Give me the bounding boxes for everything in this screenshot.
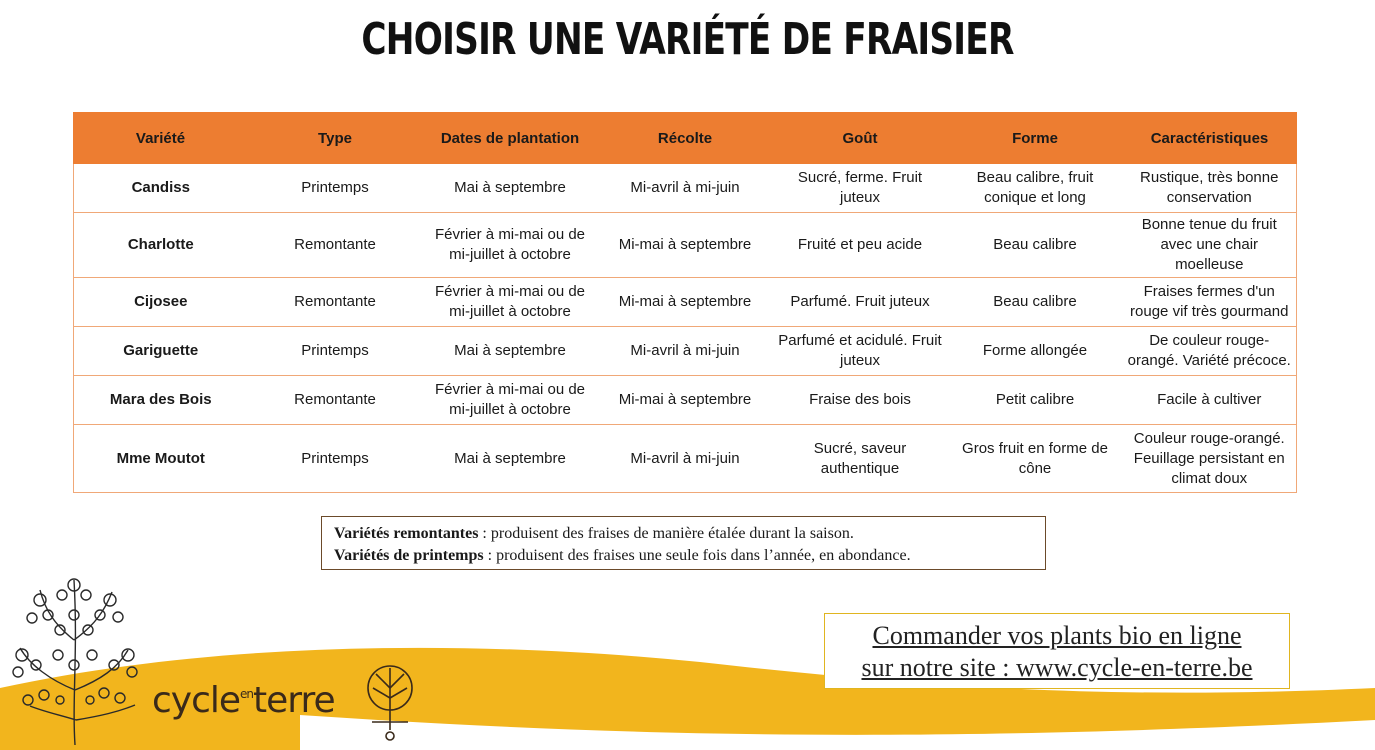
cell-dates: Mai à septembre — [423, 425, 598, 493]
cell-gout: Parfumé et acidulé. Fruit juteux — [773, 327, 948, 376]
cell-caracteristiques: De couleur rouge-orangé. Variété précoce. — [1123, 327, 1297, 376]
cell-forme: Gros fruit en forme de cône — [948, 425, 1123, 493]
legend-text-remontantes: : produisent des fraises de manière étalée durant la saison. — [478, 525, 854, 542]
order-online-box[interactable] — [824, 613, 1290, 689]
cell-forme: Forme allongée — [948, 327, 1123, 376]
cell-type: Remontante — [248, 278, 423, 327]
header-forme: Forme — [948, 113, 1123, 164]
logo-text-cycle: cycle — [152, 680, 241, 721]
cell-caracteristiques: Couleur rouge-orangé. Feuillage persistant en climat doux — [1123, 425, 1297, 493]
cell-forme: Beau calibre — [948, 213, 1123, 278]
cell-caracteristiques: Bonne tenue du fruit avec une chair moelleuse — [1123, 213, 1297, 278]
cell-type: Printemps — [248, 164, 423, 213]
cell-variete: Mara des Bois — [74, 376, 248, 425]
cell-variete: Mme Moutot — [74, 425, 248, 493]
cell-recolte: Mi-avril à mi-juin — [598, 425, 773, 493]
legend-term-remontantes: Variétés remontantes — [334, 525, 479, 542]
cell-caracteristiques: Facile à cultiver — [1123, 376, 1297, 425]
cell-variete: Gariguette — [74, 327, 248, 376]
header-type: Type — [248, 113, 423, 164]
order-link-line1[interactable]: Commander vos plants bio en ligne — [872, 621, 1242, 650]
cell-type: Printemps — [248, 425, 423, 493]
header-variete: Variété — [74, 113, 248, 164]
cell-variete: Cijosee — [74, 278, 248, 327]
page-title: CHOISIR UNE VARIÉTÉ DE FRAISIER — [361, 14, 1014, 65]
cell-dates: Février à mi-mai ou de mi-juillet à octobre — [423, 376, 598, 425]
cycle-en-terre-logo — [152, 680, 335, 721]
cell-variete: Charlotte — [74, 213, 248, 278]
cell-dates: Mai à septembre — [423, 164, 598, 213]
cell-recolte: Mi-avril à mi-juin — [598, 327, 773, 376]
cell-dates: Mai à septembre — [423, 327, 598, 376]
order-link-line2[interactable]: sur notre site : www.cycle-en-terre.be — [861, 653, 1253, 682]
cell-forme: Beau calibre — [948, 278, 1123, 327]
cell-gout: Sucré, saveur authentique — [773, 425, 948, 493]
cell-dates: Février à mi-mai ou de mi-juillet à octobre — [423, 213, 598, 278]
header-dates-plantation: Dates de plantation — [423, 113, 598, 164]
logo-text-terre: terre — [253, 680, 335, 721]
cell-variete: Candiss — [74, 164, 248, 213]
logo-text-en: en — [240, 687, 254, 701]
cell-caracteristiques: Rustique, très bonne conservation — [1123, 164, 1297, 213]
cell-gout: Fruité et peu acide — [773, 213, 948, 278]
legend-text-printemps: : produisent des fraises une seule fois dans l’année, en abondance. — [483, 547, 911, 564]
legend-term-printemps: Variétés de printemps — [334, 547, 484, 564]
header-recolte: Récolte — [598, 113, 773, 164]
cell-gout: Sucré, ferme. Fruit juteux — [773, 164, 948, 213]
header-gout: Goût — [773, 113, 948, 164]
cell-type: Printemps — [248, 327, 423, 376]
cell-gout: Fraise des bois — [773, 376, 948, 425]
cell-type: Remontante — [248, 376, 423, 425]
cell-type: Remontante — [248, 213, 423, 278]
header-caracteristiques: Caractéristiques — [1123, 113, 1297, 164]
cell-recolte: Mi-mai à septembre — [598, 278, 773, 327]
cell-forme: Petit calibre — [948, 376, 1123, 425]
cell-dates: Février à mi-mai ou de mi-juillet à octobre — [423, 278, 598, 327]
cell-gout: Parfumé. Fruit juteux — [773, 278, 948, 327]
cell-recolte: Mi-mai à septembre — [598, 213, 773, 278]
cell-forme: Beau calibre, fruit conique et long — [948, 164, 1123, 213]
cell-caracteristiques: Fraises fermes d'un rouge vif très gourmand — [1123, 278, 1297, 327]
cell-recolte: Mi-mai à septembre — [598, 376, 773, 425]
cell-recolte: Mi-avril à mi-juin — [598, 164, 773, 213]
